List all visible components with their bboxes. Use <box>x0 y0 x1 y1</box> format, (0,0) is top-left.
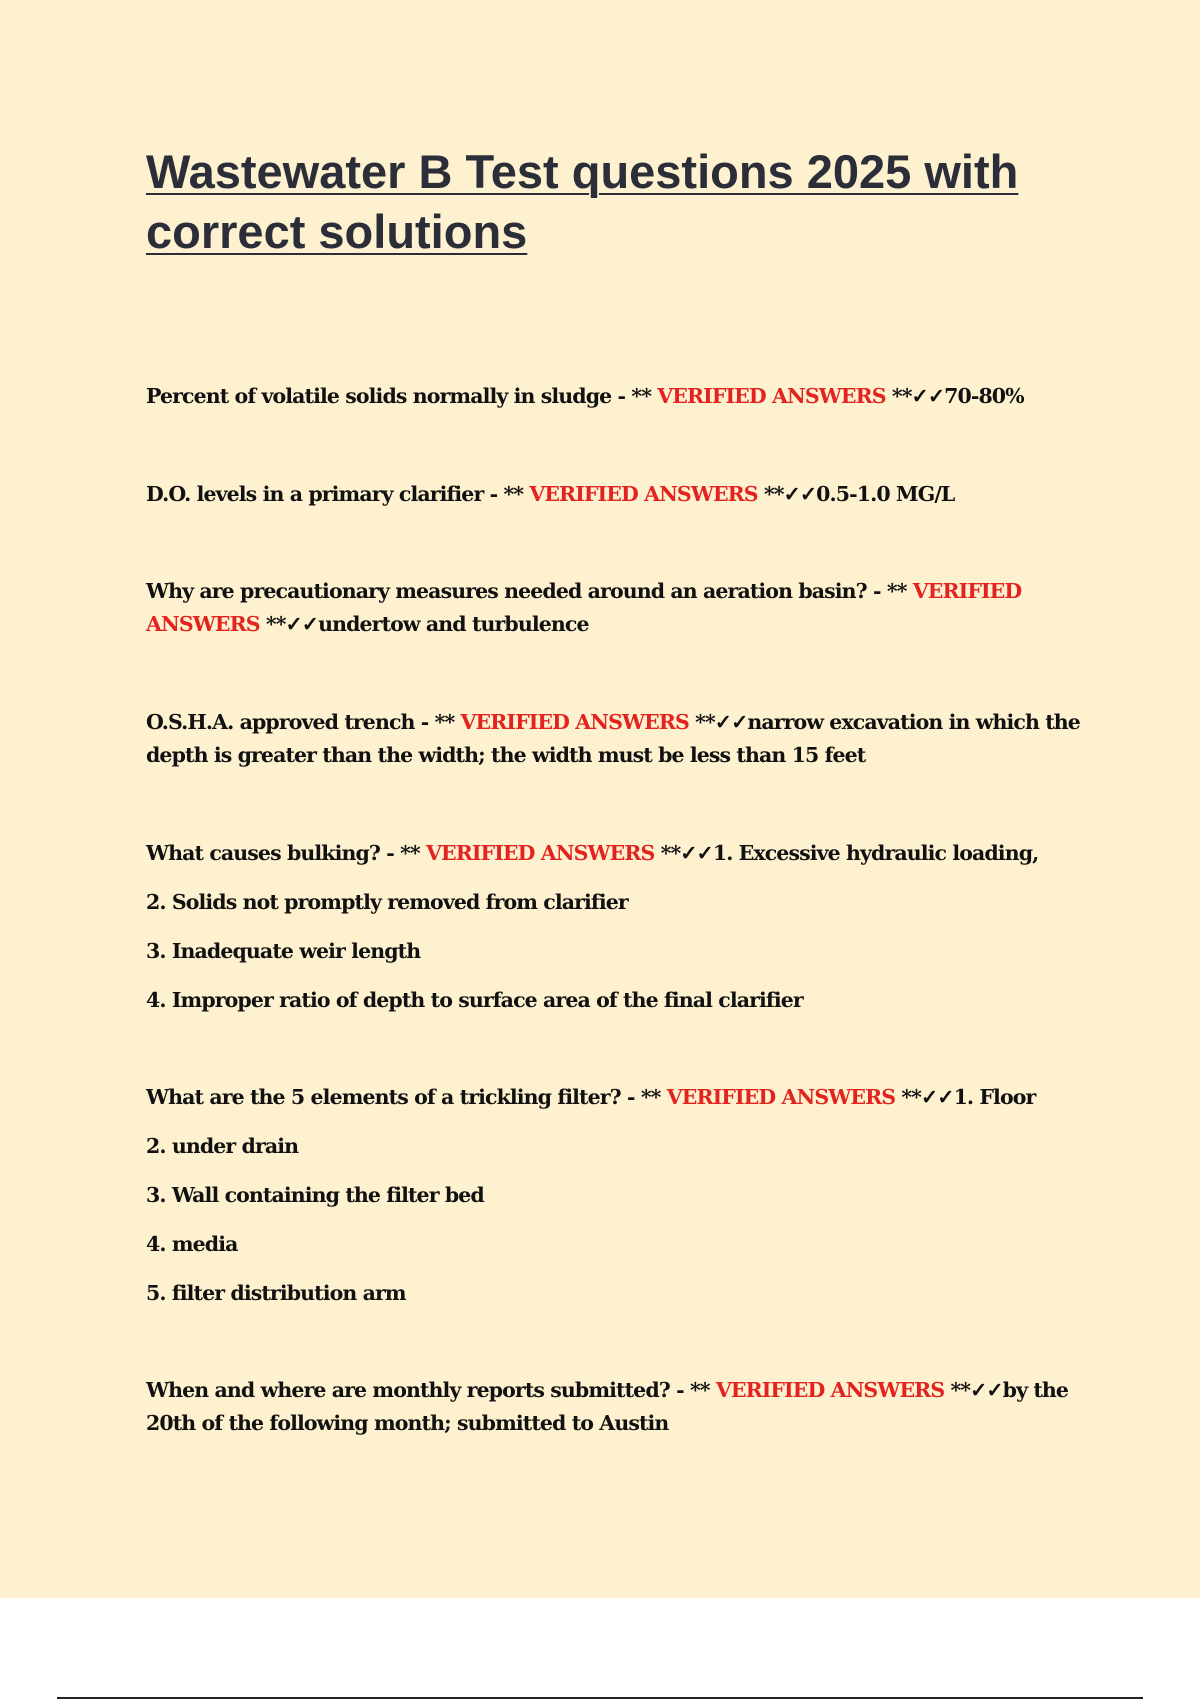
answer-text: narrow excavation in which the depth is greater than the width; the width must be less than 15 feet <box>146 710 1080 767</box>
qa-line <box>146 706 1086 772</box>
marker-prefix: ** <box>689 1378 716 1402</box>
marker-prefix: ** <box>434 710 461 734</box>
answer-list-item: 5. filter distribution arm <box>146 1281 406 1305</box>
marker-prefix: ** <box>400 841 426 865</box>
answer-text: 0.5-1.0 MG/L <box>816 482 955 506</box>
qa-item-1 <box>146 380 1086 413</box>
marker-suffix: **✓✓ <box>654 841 713 865</box>
qa-item-4 <box>146 706 1086 772</box>
marker-prefix: ** <box>886 579 913 603</box>
qa-item-2 <box>146 478 1086 511</box>
marker-suffix: **✓✓ <box>757 482 817 506</box>
question-text: What causes bulking? - <box>146 841 401 865</box>
answer-list-item: 3. Inadequate weir length <box>146 939 421 963</box>
answer-text: 1. Excessive hydraulic loading, <box>712 841 1039 865</box>
qa-item-3 <box>146 575 1086 641</box>
question-text: D.O. levels in a primary clarifier - <box>146 482 504 506</box>
question-text: Percent of volatile solids normally in sludge - <box>146 384 632 408</box>
answer-text: 1. Floor <box>953 1085 1036 1109</box>
answer-list-item: 3. Wall containing the filter bed <box>146 1183 484 1207</box>
verified-answers-label: VERIFIED ANSWERS <box>460 710 689 734</box>
verified-answers-label: VERIFIED ANSWERS <box>657 384 886 408</box>
answer-list-item: 4. media <box>146 1232 238 1256</box>
verified-answers-label: VERIFIED ANSWERS <box>529 482 758 506</box>
marker-suffix: **✓✓ <box>688 710 748 734</box>
answer-list-item: 2. under drain <box>146 1134 299 1158</box>
qa-line <box>146 575 1086 641</box>
qa-line <box>146 380 1086 413</box>
marker-prefix: ** <box>640 1085 667 1109</box>
marker-prefix: ** <box>503 482 530 506</box>
verified-answers-label: VERIFIED ANSWERS <box>146 579 1022 636</box>
verified-answers-label: VERIFIED ANSWERS <box>666 1085 896 1109</box>
answer-text: undertow and turbulence <box>318 612 589 636</box>
marker-suffix: **✓✓ <box>259 612 319 636</box>
qa-item-5 <box>146 837 1086 1017</box>
answer-text: by the 20th of the following month; submitted to Austin <box>146 1378 1069 1435</box>
answer-list-item: 2. Solids not promptly removed from clarifier <box>146 890 628 914</box>
question-text: O.S.H.A. approved trench - <box>146 710 435 734</box>
answer-list-item: 4. Improper ratio of depth to surface area of the final clarifier <box>146 988 803 1012</box>
marker-suffix: **✓✓ <box>944 1378 1003 1402</box>
qa-line <box>146 837 1086 870</box>
question-text: Why are precautionary measures needed around an aeration basin? - <box>146 579 887 603</box>
answer-text: 70-80% <box>944 384 1024 408</box>
qa-item-7 <box>146 1374 1086 1440</box>
marker-suffix: **✓✓ <box>885 384 945 408</box>
bottom-rule <box>57 1697 1143 1699</box>
verified-answers-label: VERIFIED ANSWERS <box>715 1378 945 1402</box>
marker-suffix: **✓✓ <box>895 1085 954 1109</box>
marker-prefix: ** <box>631 384 658 408</box>
qa-line <box>146 478 1086 511</box>
qa-item-6 <box>146 1081 1086 1310</box>
document-title: Wastewater B Test questions 2025 with correct solutions <box>146 145 1019 258</box>
question-text: When and where are monthly reports submitted? - <box>146 1378 690 1402</box>
question-text: What are the 5 elements of a trickling filter? - <box>146 1085 641 1109</box>
verified-answers-label: VERIFIED ANSWERS <box>426 841 655 865</box>
qa-line <box>146 1081 1086 1114</box>
qa-line <box>146 1374 1086 1440</box>
